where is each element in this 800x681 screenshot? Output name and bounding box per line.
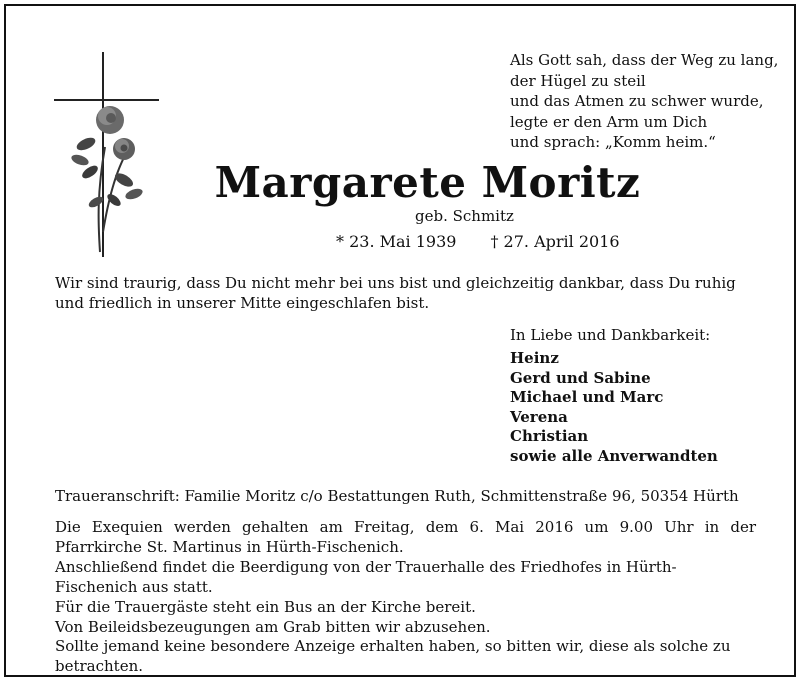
poem-line: legte er den Arm um Dich [510, 112, 708, 131]
deceased-name: Margarete Moritz [214, 158, 641, 207]
death-date: † 27. April 2016 [490, 232, 620, 251]
intro-text: Wir sind traurig, dass Du nicht mehr bei uns bist und gleichzeitig dankbar, dass Du ruhig und friedlich in unserer Mitte eingeschlafen bist. [55, 274, 736, 312]
notice-text: Sollte jemand keine besondere Anzeige erhalten haben, so bitten wir, diese als solche zu betrachten. [55, 637, 731, 676]
cross-with-roses-icon [50, 52, 165, 258]
life-dates [336, 232, 620, 251]
poem-line: und das Atmen zu schwer wurde, [510, 92, 764, 110]
poem-line: Als Gott sah, dass der Weg zu lang, [510, 51, 779, 69]
poem [510, 50, 778, 153]
mourner-name: Verena [510, 407, 568, 426]
mourners-list [510, 349, 718, 467]
mourner-name: sowie alle Anverwandten [510, 446, 718, 465]
mourner-name: Heinz [510, 349, 559, 367]
mourner-name: Christian [510, 427, 589, 446]
mourning-address: Traueranschrift: Familie Moritz c/o Bestattungen Ruth, Schmittenstraße 96, 50354 Hürth [55, 487, 739, 505]
burial-text: Anschließend findet die Beerdigung von der Trauerhalle des Friedhofes in Hürth-Fischenich aus statt. [55, 557, 677, 596]
birth-name: geb. Schmitz [415, 207, 514, 225]
poem-line: der Hügel zu steil [510, 71, 646, 90]
service-details [55, 518, 756, 677]
condolences-text: Von Beileidsbezeugungen am Grab bitten wir abzusehen. [55, 617, 491, 636]
mourner-name: Michael und Marc [510, 388, 664, 407]
bus-text: Für die Trauergäste steht ein Bus an der Kirche bereit. [55, 597, 476, 616]
mourners-label: In Liebe und Dankbarkeit: [510, 326, 711, 344]
mourner-name: Gerd und Sabine [510, 368, 651, 387]
poem-line: und sprach: „Komm heim.“ [510, 133, 716, 151]
exequien-text: Die Exequien werden gehalten am Freitag, dem 6. Mai 2016 um 9.00 Uhr in der Pfarrkirche St. Martinus in Hürth-Fischenich. [55, 518, 756, 556]
birth-date: * 23. Mai 1939 [336, 232, 457, 251]
